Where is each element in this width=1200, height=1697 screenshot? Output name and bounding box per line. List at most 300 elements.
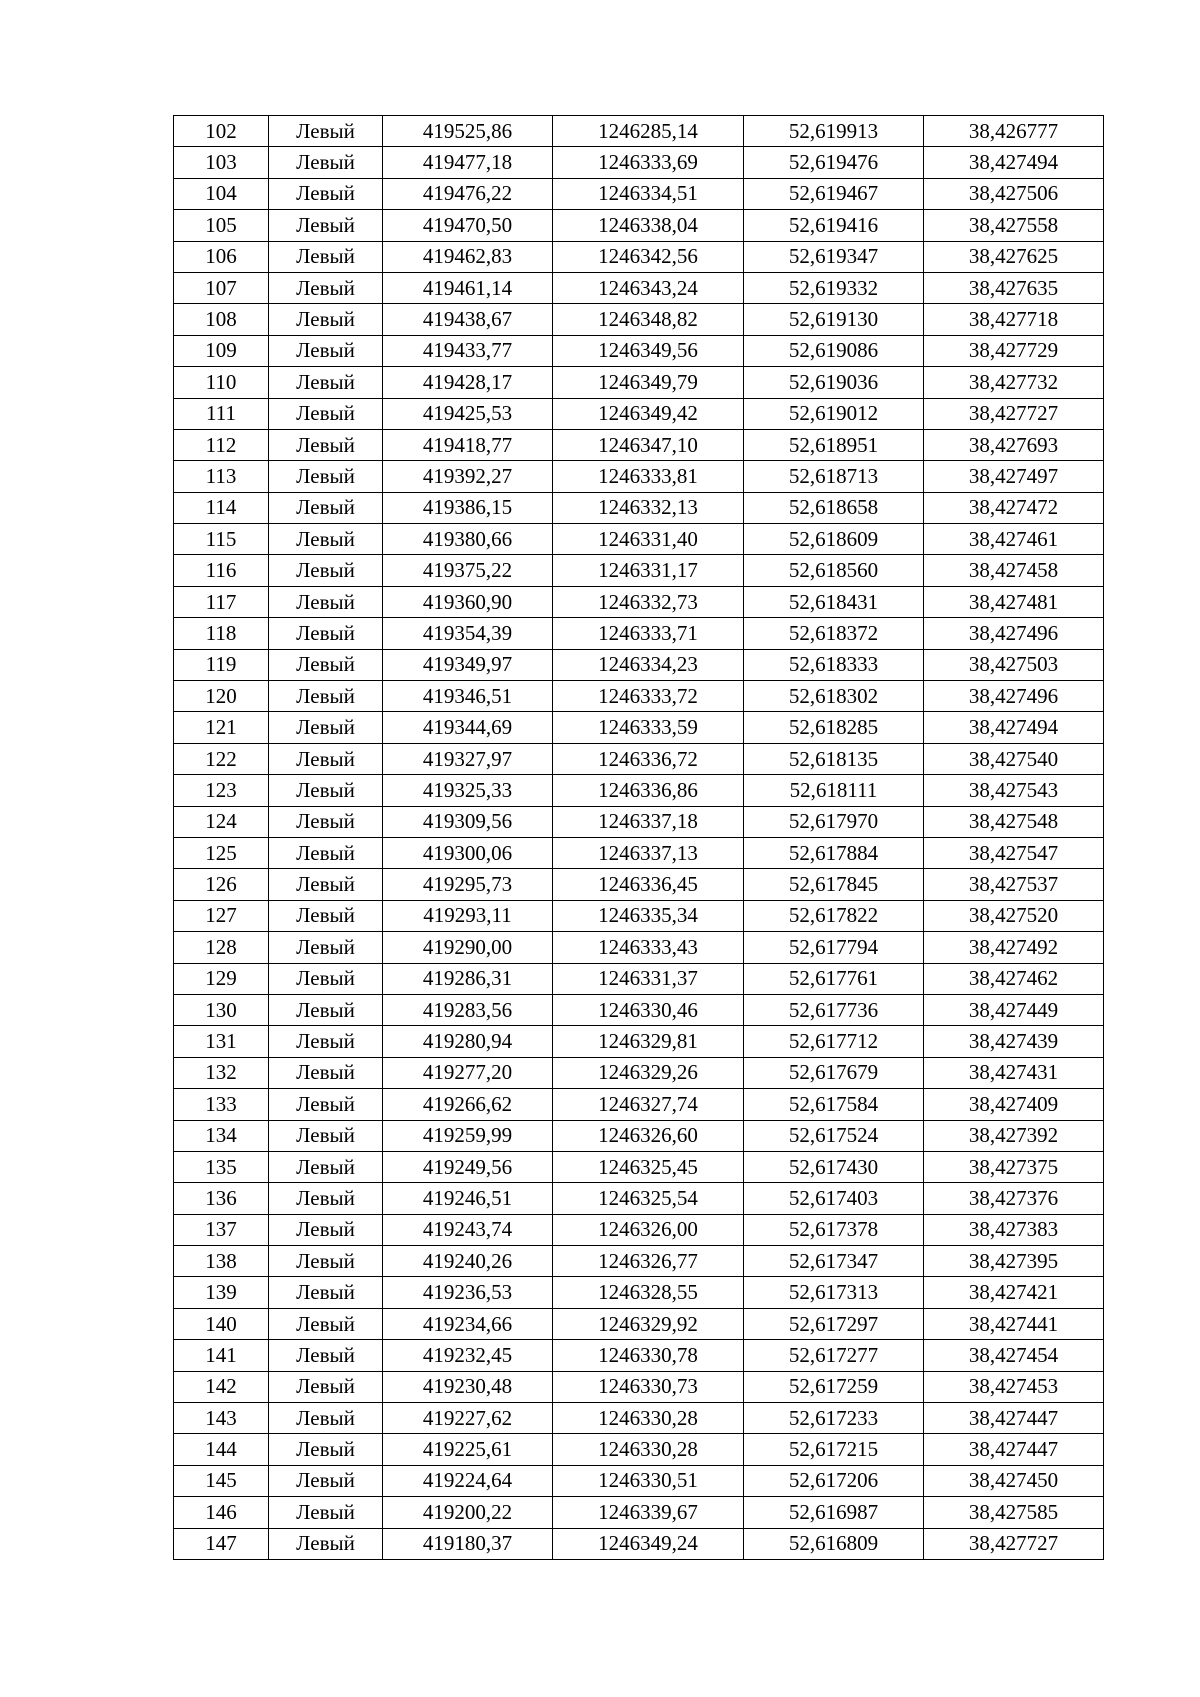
y-coordinate-cell: 1246335,34 [553,900,744,931]
latitude-cell: 52,618951 [744,429,924,460]
x-coordinate-cell: 419293,11 [383,900,553,931]
latitude-cell: 52,618431 [744,586,924,617]
longitude-cell: 38,427548 [924,806,1104,837]
table-row [174,932,1104,963]
x-coordinate-cell: 419234,66 [383,1308,553,1339]
table-row [174,272,1104,303]
side-cell: Левый [269,178,383,209]
table-row [174,210,1104,241]
table-row [174,461,1104,492]
y-coordinate-cell: 1246332,13 [553,492,744,523]
point-number-cell: 111 [174,398,269,429]
latitude-cell: 52,617761 [744,963,924,994]
longitude-cell: 38,427431 [924,1057,1104,1088]
table-row [174,429,1104,460]
side-cell: Левый [269,681,383,712]
point-number-cell: 135 [174,1151,269,1182]
side-cell: Левый [269,1371,383,1402]
y-coordinate-cell: 1246331,17 [553,555,744,586]
point-number-cell: 103 [174,147,269,178]
longitude-cell: 38,427458 [924,555,1104,586]
latitude-cell: 52,618560 [744,555,924,586]
latitude-cell: 52,617884 [744,837,924,868]
longitude-cell: 38,427496 [924,618,1104,649]
longitude-cell: 38,427635 [924,272,1104,303]
latitude-cell: 52,617233 [744,1403,924,1434]
point-number-cell: 131 [174,1026,269,1057]
x-coordinate-cell: 419295,73 [383,869,553,900]
longitude-cell: 38,427496 [924,681,1104,712]
x-coordinate-cell: 419438,67 [383,304,553,335]
point-number-cell: 138 [174,1246,269,1277]
table-row [174,806,1104,837]
longitude-cell: 38,427543 [924,775,1104,806]
x-coordinate-cell: 419200,22 [383,1497,553,1528]
y-coordinate-cell: 1246349,56 [553,335,744,366]
longitude-cell: 38,427447 [924,1434,1104,1465]
table-row [174,1403,1104,1434]
x-coordinate-cell: 419428,17 [383,367,553,398]
latitude-cell: 52,619086 [744,335,924,366]
y-coordinate-cell: 1246333,59 [553,712,744,743]
y-coordinate-cell: 1246330,51 [553,1465,744,1496]
point-number-cell: 147 [174,1528,269,1559]
side-cell: Левый [269,1214,383,1245]
longitude-cell: 38,427727 [924,398,1104,429]
latitude-cell: 52,617297 [744,1308,924,1339]
y-coordinate-cell: 1246327,74 [553,1089,744,1120]
latitude-cell: 52,617845 [744,869,924,900]
side-cell: Левый [269,492,383,523]
point-number-cell: 140 [174,1308,269,1339]
side-cell: Левый [269,1308,383,1339]
y-coordinate-cell: 1246328,55 [553,1277,744,1308]
x-coordinate-cell: 419470,50 [383,210,553,241]
table-row [174,775,1104,806]
side-cell: Левый [269,1497,383,1528]
point-number-cell: 128 [174,932,269,963]
y-coordinate-cell: 1246330,78 [553,1340,744,1371]
longitude-cell: 38,427461 [924,524,1104,555]
point-number-cell: 117 [174,586,269,617]
side-cell: Левый [269,586,383,617]
table-row [174,1120,1104,1151]
side-cell: Левый [269,806,383,837]
side-cell: Левый [269,304,383,335]
longitude-cell: 38,427421 [924,1277,1104,1308]
side-cell: Левый [269,147,383,178]
point-number-cell: 127 [174,900,269,931]
side-cell: Левый [269,1120,383,1151]
latitude-cell: 52,617794 [744,932,924,963]
point-number-cell: 108 [174,304,269,335]
latitude-cell: 52,617736 [744,994,924,1025]
x-coordinate-cell: 419525,86 [383,116,553,147]
longitude-cell: 38,427449 [924,994,1104,1025]
point-number-cell: 118 [174,618,269,649]
longitude-cell: 38,427450 [924,1465,1104,1496]
table-row [174,1371,1104,1402]
table-row [174,963,1104,994]
table-row [174,1246,1104,1277]
point-number-cell: 107 [174,272,269,303]
point-number-cell: 120 [174,681,269,712]
longitude-cell: 38,427693 [924,429,1104,460]
table-row [174,524,1104,555]
x-coordinate-cell: 419246,51 [383,1183,553,1214]
y-coordinate-cell: 1246330,73 [553,1371,744,1402]
side-cell: Левый [269,618,383,649]
longitude-cell: 38,427494 [924,147,1104,178]
point-number-cell: 104 [174,178,269,209]
table-row [174,649,1104,680]
latitude-cell: 52,619467 [744,178,924,209]
table-row [174,618,1104,649]
x-coordinate-cell: 419236,53 [383,1277,553,1308]
x-coordinate-cell: 419266,62 [383,1089,553,1120]
x-coordinate-cell: 419349,97 [383,649,553,680]
side-cell: Левый [269,367,383,398]
table-row [174,178,1104,209]
latitude-cell: 52,618135 [744,743,924,774]
latitude-cell: 52,618658 [744,492,924,523]
longitude-cell: 38,427497 [924,461,1104,492]
latitude-cell: 52,617970 [744,806,924,837]
longitude-cell: 38,427454 [924,1340,1104,1371]
side-cell: Левый [269,1403,383,1434]
side-cell: Левый [269,1277,383,1308]
table-row [174,304,1104,335]
side-cell: Левый [269,1089,383,1120]
x-coordinate-cell: 419180,37 [383,1528,553,1559]
longitude-cell: 38,427520 [924,900,1104,931]
latitude-cell: 52,617584 [744,1089,924,1120]
y-coordinate-cell: 1246331,37 [553,963,744,994]
table-row [174,900,1104,931]
x-coordinate-cell: 419227,62 [383,1403,553,1434]
point-number-cell: 116 [174,555,269,586]
table-row [174,241,1104,272]
x-coordinate-cell: 419243,74 [383,1214,553,1245]
table-row [174,492,1104,523]
side-cell: Левый [269,1246,383,1277]
side-cell: Левый [269,1465,383,1496]
longitude-cell: 38,427540 [924,743,1104,774]
x-coordinate-cell: 419280,94 [383,1026,553,1057]
table-row [174,367,1104,398]
table-row [174,1308,1104,1339]
coordinates-table [173,115,1104,1560]
latitude-cell: 52,618285 [744,712,924,743]
y-coordinate-cell: 1246349,42 [553,398,744,429]
y-coordinate-cell: 1246333,71 [553,618,744,649]
x-coordinate-cell: 419224,64 [383,1465,553,1496]
x-coordinate-cell: 419477,18 [383,147,553,178]
y-coordinate-cell: 1246334,51 [553,178,744,209]
side-cell: Левый [269,555,383,586]
y-coordinate-cell: 1246333,81 [553,461,744,492]
side-cell: Левый [269,932,383,963]
side-cell: Левый [269,1151,383,1182]
table-row [174,1057,1104,1088]
latitude-cell: 52,617524 [744,1120,924,1151]
latitude-cell: 52,617277 [744,1340,924,1371]
table-row [174,1434,1104,1465]
side-cell: Левый [269,461,383,492]
longitude-cell: 38,427732 [924,367,1104,398]
table-row [174,869,1104,900]
latitude-cell: 52,617259 [744,1371,924,1402]
latitude-cell: 52,619416 [744,210,924,241]
x-coordinate-cell: 419360,90 [383,586,553,617]
y-coordinate-cell: 1246325,45 [553,1151,744,1182]
point-number-cell: 143 [174,1403,269,1434]
point-number-cell: 109 [174,335,269,366]
y-coordinate-cell: 1246348,82 [553,304,744,335]
x-coordinate-cell: 419309,56 [383,806,553,837]
table-row [174,147,1104,178]
table-row [174,1528,1104,1559]
table-row [174,1340,1104,1371]
side-cell: Левый [269,1057,383,1088]
y-coordinate-cell: 1246343,24 [553,272,744,303]
y-coordinate-cell: 1246333,72 [553,681,744,712]
x-coordinate-cell: 419286,31 [383,963,553,994]
x-coordinate-cell: 419283,56 [383,994,553,1025]
y-coordinate-cell: 1246342,56 [553,241,744,272]
latitude-cell: 52,617206 [744,1465,924,1496]
x-coordinate-cell: 419425,53 [383,398,553,429]
y-coordinate-cell: 1246330,28 [553,1434,744,1465]
y-coordinate-cell: 1246349,79 [553,367,744,398]
latitude-cell: 52,618111 [744,775,924,806]
x-coordinate-cell: 419462,83 [383,241,553,272]
side-cell: Левый [269,900,383,931]
latitude-cell: 52,619913 [744,116,924,147]
side-cell: Левый [269,1528,383,1559]
x-coordinate-cell: 419392,27 [383,461,553,492]
point-number-cell: 129 [174,963,269,994]
table-row [174,335,1104,366]
point-number-cell: 133 [174,1089,269,1120]
longitude-cell: 38,427537 [924,869,1104,900]
y-coordinate-cell: 1246330,28 [553,1403,744,1434]
y-coordinate-cell: 1246326,60 [553,1120,744,1151]
longitude-cell: 38,427409 [924,1089,1104,1120]
y-coordinate-cell: 1246334,23 [553,649,744,680]
table-row [174,743,1104,774]
side-cell: Левый [269,963,383,994]
point-number-cell: 110 [174,367,269,398]
side-cell: Левый [269,649,383,680]
point-number-cell: 119 [174,649,269,680]
longitude-cell: 38,427585 [924,1497,1104,1528]
x-coordinate-cell: 419476,22 [383,178,553,209]
point-number-cell: 122 [174,743,269,774]
x-coordinate-cell: 419230,48 [383,1371,553,1402]
point-number-cell: 123 [174,775,269,806]
latitude-cell: 52,617679 [744,1057,924,1088]
longitude-cell: 38,427472 [924,492,1104,523]
longitude-cell: 38,427625 [924,241,1104,272]
y-coordinate-cell: 1246333,69 [553,147,744,178]
latitude-cell: 52,619130 [744,304,924,335]
latitude-cell: 52,618713 [744,461,924,492]
point-number-cell: 106 [174,241,269,272]
point-number-cell: 145 [174,1465,269,1496]
table-row [174,1465,1104,1496]
point-number-cell: 115 [174,524,269,555]
x-coordinate-cell: 419375,22 [383,555,553,586]
latitude-cell: 52,619332 [744,272,924,303]
table-row [174,994,1104,1025]
coordinates-table-body [174,116,1104,1560]
side-cell: Левый [269,1434,383,1465]
side-cell: Левый [269,1340,383,1371]
point-number-cell: 112 [174,429,269,460]
latitude-cell: 52,619476 [744,147,924,178]
longitude-cell: 38,427441 [924,1308,1104,1339]
point-number-cell: 102 [174,116,269,147]
latitude-cell: 52,617430 [744,1151,924,1182]
table-row [174,1151,1104,1182]
point-number-cell: 146 [174,1497,269,1528]
side-cell: Левый [269,1026,383,1057]
side-cell: Левый [269,524,383,555]
side-cell: Левый [269,869,383,900]
point-number-cell: 139 [174,1277,269,1308]
x-coordinate-cell: 419249,56 [383,1151,553,1182]
longitude-cell: 38,427558 [924,210,1104,241]
table-row [174,712,1104,743]
x-coordinate-cell: 419225,61 [383,1434,553,1465]
table-row [174,1497,1104,1528]
x-coordinate-cell: 419418,77 [383,429,553,460]
longitude-cell: 38,427439 [924,1026,1104,1057]
table-row [174,555,1104,586]
longitude-cell: 38,427462 [924,963,1104,994]
latitude-cell: 52,617313 [744,1277,924,1308]
table-row [174,837,1104,868]
point-number-cell: 113 [174,461,269,492]
latitude-cell: 52,618609 [744,524,924,555]
latitude-cell: 52,617215 [744,1434,924,1465]
point-number-cell: 121 [174,712,269,743]
y-coordinate-cell: 1246285,14 [553,116,744,147]
latitude-cell: 52,617378 [744,1214,924,1245]
y-coordinate-cell: 1246326,77 [553,1246,744,1277]
latitude-cell: 52,618333 [744,649,924,680]
y-coordinate-cell: 1246349,24 [553,1528,744,1559]
point-number-cell: 134 [174,1120,269,1151]
latitude-cell: 52,618372 [744,618,924,649]
longitude-cell: 38,426777 [924,116,1104,147]
y-coordinate-cell: 1246333,43 [553,932,744,963]
side-cell: Левый [269,241,383,272]
table-row [174,1277,1104,1308]
x-coordinate-cell: 419461,14 [383,272,553,303]
longitude-cell: 38,427383 [924,1214,1104,1245]
x-coordinate-cell: 419354,39 [383,618,553,649]
longitude-cell: 38,427718 [924,304,1104,335]
latitude-cell: 52,618302 [744,681,924,712]
longitude-cell: 38,427447 [924,1403,1104,1434]
point-number-cell: 125 [174,837,269,868]
latitude-cell: 52,619347 [744,241,924,272]
point-number-cell: 114 [174,492,269,523]
longitude-cell: 38,427453 [924,1371,1104,1402]
x-coordinate-cell: 419380,66 [383,524,553,555]
longitude-cell: 38,427727 [924,1528,1104,1559]
side-cell: Левый [269,743,383,774]
x-coordinate-cell: 419300,06 [383,837,553,868]
latitude-cell: 52,617712 [744,1026,924,1057]
table-row [174,1214,1104,1245]
y-coordinate-cell: 1246325,54 [553,1183,744,1214]
latitude-cell: 52,617822 [744,900,924,931]
y-coordinate-cell: 1246339,67 [553,1497,744,1528]
y-coordinate-cell: 1246337,13 [553,837,744,868]
y-coordinate-cell: 1246337,18 [553,806,744,837]
side-cell: Левый [269,712,383,743]
x-coordinate-cell: 419232,45 [383,1340,553,1371]
longitude-cell: 38,427375 [924,1151,1104,1182]
x-coordinate-cell: 419290,00 [383,932,553,963]
longitude-cell: 38,427547 [924,837,1104,868]
longitude-cell: 38,427492 [924,932,1104,963]
side-cell: Левый [269,837,383,868]
latitude-cell: 52,616809 [744,1528,924,1559]
side-cell: Левый [269,272,383,303]
point-number-cell: 141 [174,1340,269,1371]
longitude-cell: 38,427395 [924,1246,1104,1277]
longitude-cell: 38,427481 [924,586,1104,617]
table-row [174,1026,1104,1057]
y-coordinate-cell: 1246329,81 [553,1026,744,1057]
y-coordinate-cell: 1246336,72 [553,743,744,774]
y-coordinate-cell: 1246332,73 [553,586,744,617]
x-coordinate-cell: 419259,99 [383,1120,553,1151]
point-number-cell: 137 [174,1214,269,1245]
side-cell: Левый [269,335,383,366]
y-coordinate-cell: 1246329,92 [553,1308,744,1339]
table-row [174,1089,1104,1120]
point-number-cell: 126 [174,869,269,900]
x-coordinate-cell: 419240,26 [383,1246,553,1277]
longitude-cell: 38,427503 [924,649,1104,680]
side-cell: Левый [269,210,383,241]
point-number-cell: 124 [174,806,269,837]
y-coordinate-cell: 1246326,00 [553,1214,744,1245]
table-row [174,1183,1104,1214]
longitude-cell: 38,427729 [924,335,1104,366]
y-coordinate-cell: 1246331,40 [553,524,744,555]
y-coordinate-cell: 1246338,04 [553,210,744,241]
table-row [174,398,1104,429]
x-coordinate-cell: 419277,20 [383,1057,553,1088]
table-row [174,586,1104,617]
x-coordinate-cell: 419327,97 [383,743,553,774]
latitude-cell: 52,617347 [744,1246,924,1277]
latitude-cell: 52,619012 [744,398,924,429]
latitude-cell: 52,616987 [744,1497,924,1528]
longitude-cell: 38,427494 [924,712,1104,743]
point-number-cell: 142 [174,1371,269,1402]
table-row [174,681,1104,712]
y-coordinate-cell: 1246329,26 [553,1057,744,1088]
x-coordinate-cell: 419433,77 [383,335,553,366]
point-number-cell: 130 [174,994,269,1025]
